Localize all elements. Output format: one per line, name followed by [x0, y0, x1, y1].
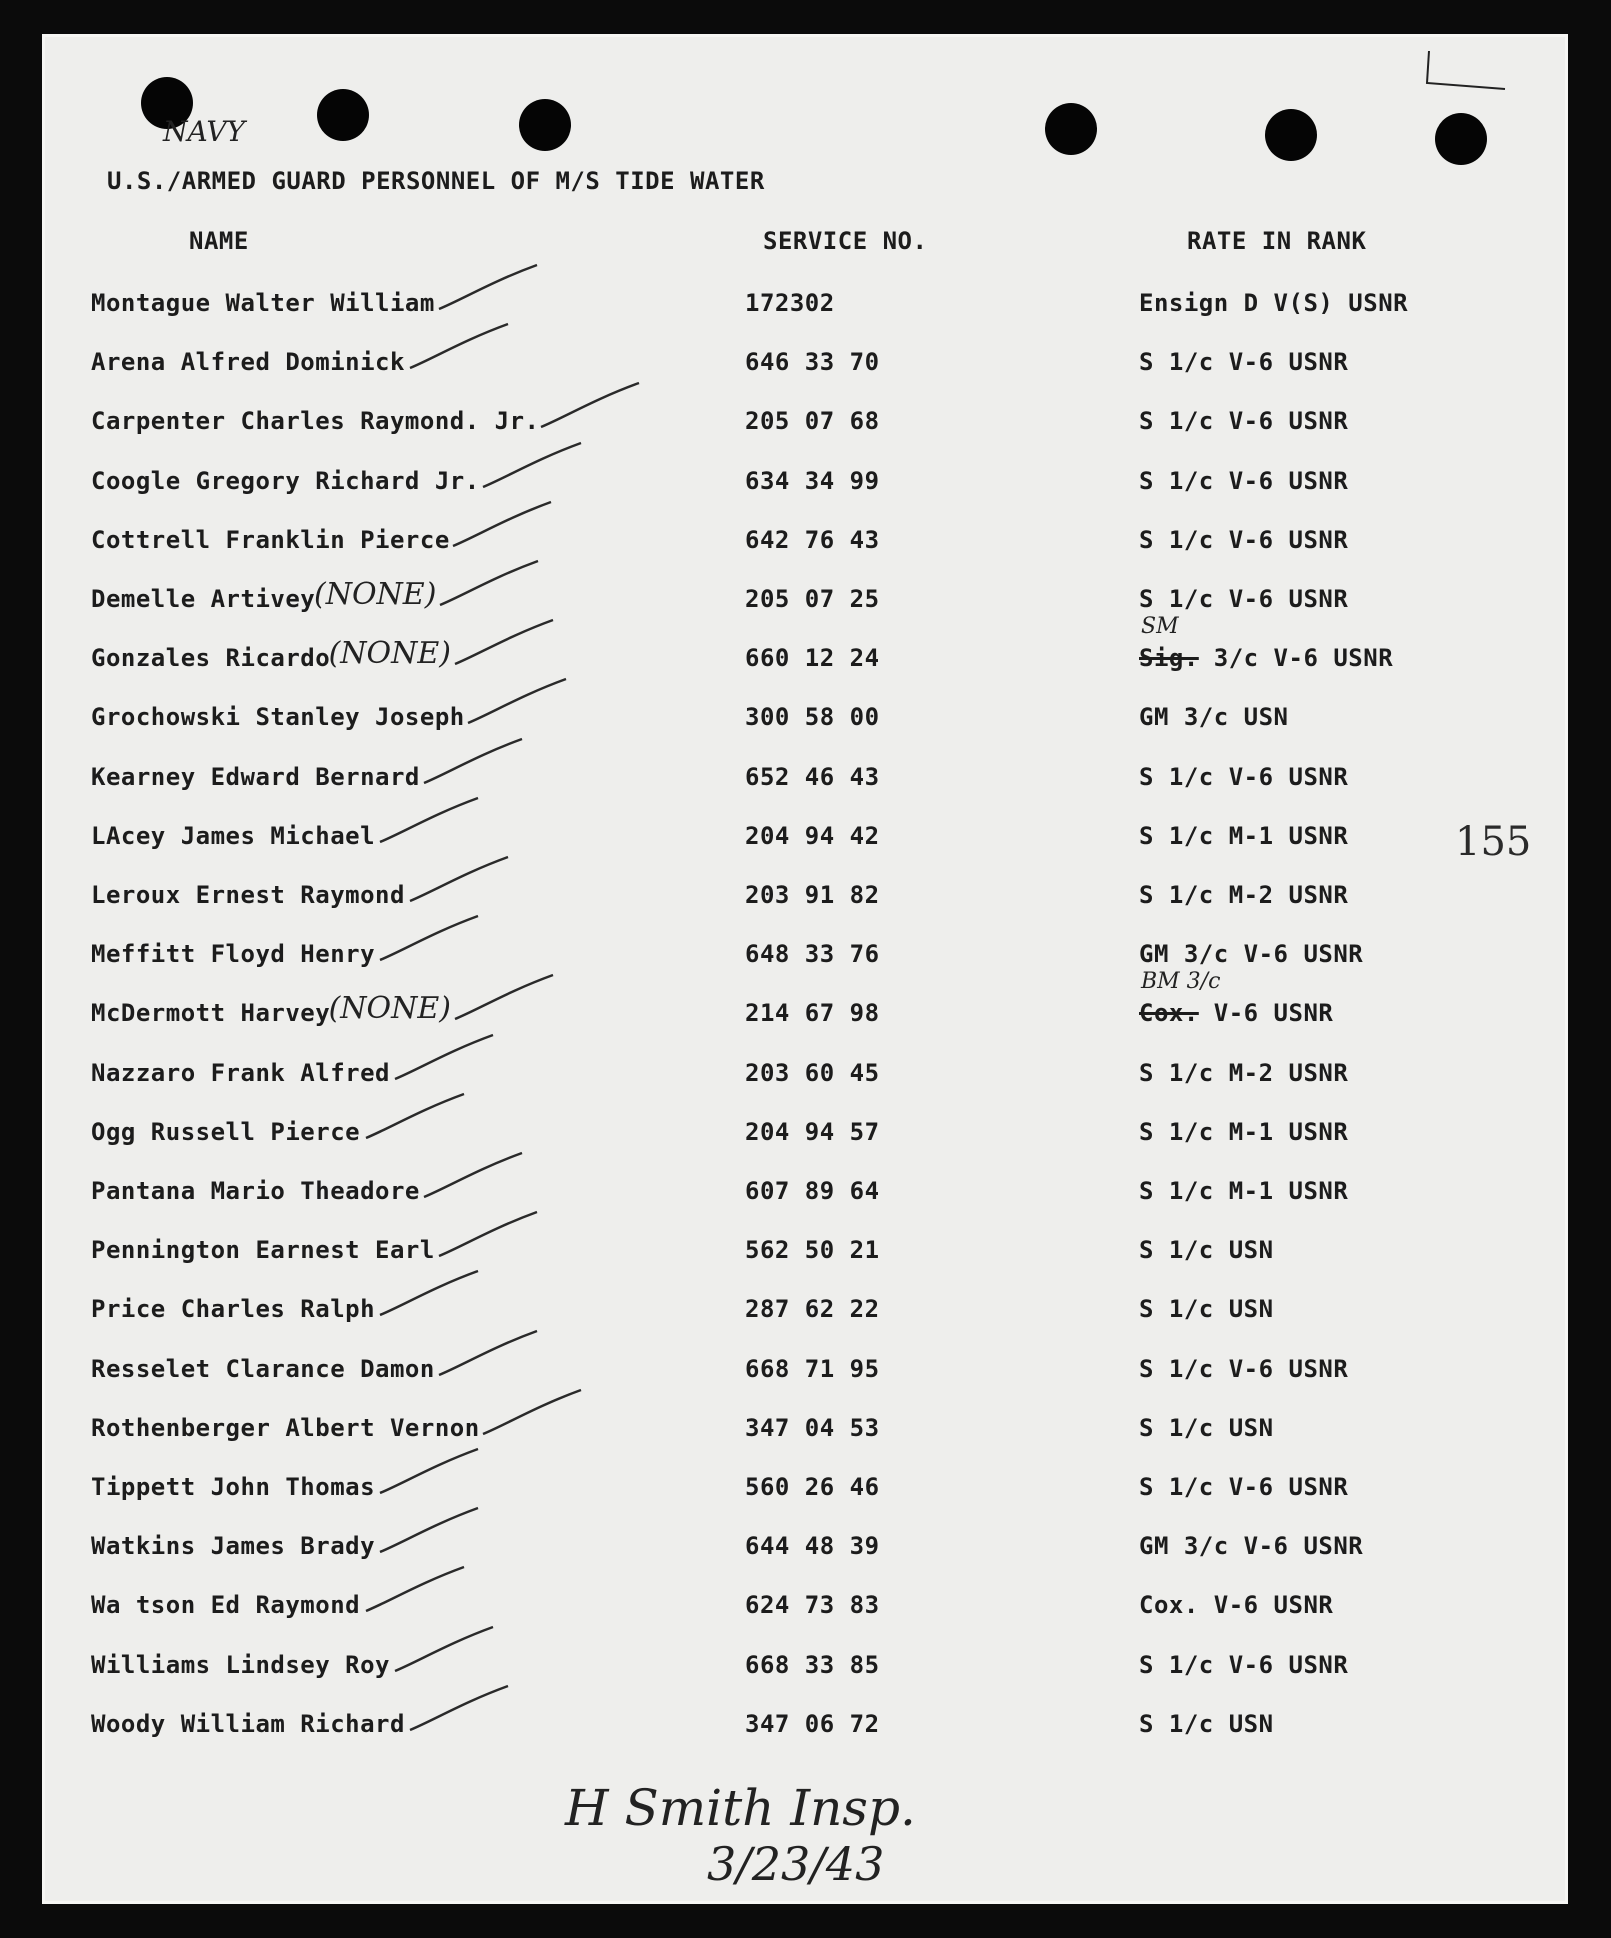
check-mark-icon	[434, 555, 544, 615]
check-mark-icon	[404, 851, 514, 911]
person-name: Arena Alfred Dominick	[91, 348, 405, 376]
rate-in-rank: S 1/c V-6 USNR	[1139, 1355, 1349, 1383]
rate-in-rank: Cox. V-6 USNR	[1139, 1591, 1334, 1619]
rate-in-rank: S 1/c M-1 USNR	[1139, 1118, 1349, 1146]
person-name: Pantana Mario Theadore	[91, 1177, 420, 1205]
service-number: 204 94 57	[745, 1118, 880, 1146]
rate-in-rank: S 1/c USN	[1139, 1710, 1274, 1738]
service-number: 560 26 46	[745, 1473, 880, 1501]
rate-in-rank: S 1/c V-6 USNR	[1139, 407, 1349, 435]
person-name: LAcey James Michael	[91, 822, 376, 850]
handwritten-note: (NONE)	[314, 577, 437, 612]
rate-in-rank: S 1/c V-6 USNR	[1139, 1651, 1349, 1679]
rate-in-rank: Ensign D V(S) USNR	[1139, 289, 1409, 317]
service-number: 660 12 24	[745, 644, 880, 672]
person-name: Gonzales Ricardo	[91, 644, 331, 672]
struck-rate: Cox.	[1139, 999, 1199, 1027]
header-service-no: SERVICE NO.	[763, 227, 928, 255]
corner-mark-icon	[1425, 47, 1515, 97]
service-number: 205 07 68	[745, 407, 880, 435]
person-name: Grochowski Stanley Joseph	[91, 703, 465, 731]
service-number: 642 76 43	[745, 526, 880, 554]
handwritten-correction: BM 3/c	[1141, 969, 1221, 994]
service-number: 203 91 82	[745, 881, 880, 909]
punch-hole	[317, 89, 369, 141]
check-mark-icon	[477, 1384, 587, 1444]
rate-in-rank: S 1/c M-1 USNR	[1139, 822, 1349, 850]
person-name: Nazzaro Frank Alfred	[91, 1059, 390, 1087]
service-number: 172302	[745, 289, 835, 317]
page-number: 155	[1455, 819, 1532, 865]
person-name: Meffitt Floyd Henry	[91, 940, 376, 968]
check-mark-icon	[433, 1206, 543, 1266]
check-mark-icon	[404, 318, 514, 378]
service-number: 204 94 42	[745, 822, 880, 850]
check-mark-icon	[374, 1502, 484, 1562]
rate-in-rank: GM 3/c USN	[1139, 703, 1289, 731]
check-mark-icon	[374, 792, 484, 852]
check-mark-icon	[449, 614, 559, 674]
check-mark-icon	[360, 1561, 470, 1621]
service-number: 607 89 64	[745, 1177, 880, 1205]
service-number: 347 06 72	[745, 1710, 880, 1738]
handwritten-note: (NONE)	[328, 991, 451, 1026]
check-mark-icon	[389, 1621, 499, 1681]
person-name: Price Charles Ralph	[91, 1295, 376, 1323]
rate-in-rank: S 1/c M-2 USNR	[1139, 881, 1349, 909]
check-mark-icon	[433, 259, 543, 319]
service-number: 646 33 70	[745, 348, 880, 376]
person-name: Kearney Edward Bernard	[91, 763, 420, 791]
service-number: 347 04 53	[745, 1414, 880, 1442]
document-title: U.S./ARMED GUARD PERSONNEL OF M/S TIDE WATER	[107, 167, 765, 195]
rate-in-rank	[1139, 999, 1333, 1027]
header-name: NAME	[189, 227, 249, 255]
rate-in-rank: S 1/c USN	[1139, 1414, 1274, 1442]
person-name: McDermott Harvey	[91, 999, 331, 1027]
service-number: 300 58 00	[745, 703, 880, 731]
rate-in-rank	[1139, 644, 1393, 672]
check-mark-icon	[477, 437, 587, 497]
service-number: 203 60 45	[745, 1059, 880, 1087]
rate-in-rank: S 1/c V-6 USNR	[1139, 585, 1349, 613]
check-mark-icon	[404, 1680, 514, 1740]
person-name: Montague Walter William	[91, 289, 435, 317]
person-name: Williams Lindsey Roy	[91, 1651, 390, 1679]
service-number: 668 71 95	[745, 1355, 880, 1383]
person-name: Leroux Ernest Raymond	[91, 881, 405, 909]
person-name: Resselet Clarance Damon	[91, 1355, 435, 1383]
punch-hole	[1265, 109, 1317, 161]
person-name: Ogg Russell Pierce	[91, 1118, 361, 1146]
service-number: 648 33 76	[745, 940, 880, 968]
rate-in-rank: S 1/c V-6 USNR	[1139, 526, 1349, 554]
service-number: 205 07 25	[745, 585, 880, 613]
rate-in-rank: S 1/c V-6 USNR	[1139, 1473, 1349, 1501]
punch-hole	[519, 99, 571, 151]
person-name: Pennington Earnest Earl	[91, 1236, 435, 1264]
check-mark-icon	[360, 1088, 470, 1148]
service-number: 214 67 98	[745, 999, 880, 1027]
header-rate-in-rank: RATE IN RANK	[1187, 227, 1367, 255]
service-number: 644 48 39	[745, 1532, 880, 1560]
inspector-signature: H Smith Insp.	[565, 1779, 916, 1837]
person-name: Woody William Richard	[91, 1710, 405, 1738]
person-name: Demelle Artivey	[91, 585, 316, 613]
service-number: 287 62 22	[745, 1295, 880, 1323]
rate-remainder: 3/c V-6 USNR	[1198, 644, 1394, 672]
check-mark-icon	[374, 1443, 484, 1503]
service-number: 634 34 99	[745, 467, 880, 495]
struck-rate: Sig.	[1139, 644, 1199, 672]
rate-in-rank: GM 3/c V-6 USNR	[1139, 940, 1364, 968]
check-mark-icon	[374, 1265, 484, 1325]
check-mark-icon	[433, 1325, 543, 1385]
handwritten-note: (NONE)	[328, 636, 451, 671]
service-number: 668 33 85	[745, 1651, 880, 1679]
rate-in-rank: S 1/c USN	[1139, 1236, 1274, 1264]
check-mark-icon	[389, 1029, 499, 1089]
person-name: Wa tson Ed Raymond	[91, 1591, 361, 1619]
punch-hole	[1435, 113, 1487, 165]
rate-in-rank: S 1/c V-6 USNR	[1139, 763, 1349, 791]
rate-remainder: V-6 USNR	[1198, 999, 1334, 1027]
person-name: Cottrell Franklin Pierce	[91, 526, 450, 554]
handwritten-correction: SM	[1141, 614, 1179, 639]
check-mark-icon	[418, 733, 528, 793]
rate-in-rank: S 1/c V-6 USNR	[1139, 467, 1349, 495]
person-name: Coogle Gregory Richard Jr.	[91, 467, 480, 495]
person-name: Carpenter Charles Raymond. Jr.	[91, 407, 540, 435]
signature-date: 3/23/43	[707, 1837, 885, 1891]
check-mark-icon	[418, 1147, 528, 1207]
person-name: Rothenberger Albert Vernon	[91, 1414, 480, 1442]
rate-in-rank: S 1/c V-6 USNR	[1139, 348, 1349, 376]
person-name: Tippett John Thomas	[91, 1473, 376, 1501]
check-mark-icon	[447, 496, 557, 556]
check-mark-icon	[449, 969, 559, 1029]
check-mark-icon	[462, 673, 572, 733]
service-number: 562 50 21	[745, 1236, 880, 1264]
check-mark-icon	[374, 910, 484, 970]
rate-in-rank: GM 3/c V-6 USNR	[1139, 1532, 1364, 1560]
punch-hole	[1045, 103, 1097, 155]
service-number: 624 73 83	[745, 1591, 880, 1619]
check-mark-icon	[535, 377, 645, 437]
rate-in-rank: S 1/c M-2 USNR	[1139, 1059, 1349, 1087]
person-name: Watkins James Brady	[91, 1532, 376, 1560]
document-sheet	[42, 34, 1568, 1904]
rate-in-rank: S 1/c USN	[1139, 1295, 1274, 1323]
navy-annotation: NAVY	[163, 115, 246, 148]
service-number: 652 46 43	[745, 763, 880, 791]
rate-in-rank: S 1/c M-1 USNR	[1139, 1177, 1349, 1205]
